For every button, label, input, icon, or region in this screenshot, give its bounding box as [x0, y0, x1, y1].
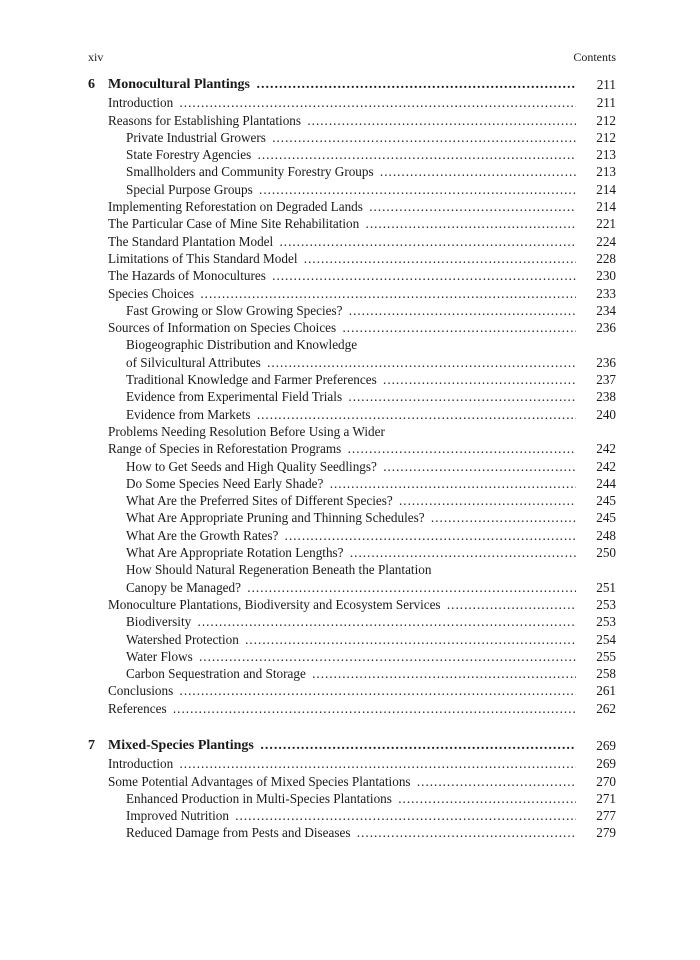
toc-entry[interactable] [88, 807, 616, 824]
toc-entry[interactable] [88, 267, 616, 284]
entry-title [126, 509, 576, 526]
toc-entry[interactable] [88, 579, 616, 596]
entry-title [126, 406, 576, 423]
entry-page-number: 269 [596, 756, 616, 772]
entry-title [126, 648, 576, 665]
entry-title [108, 112, 576, 129]
entry-title-text: of Silvicultural Attributes [126, 354, 261, 370]
entry-title-text: Biogeographic Distribution and Knowledge [126, 337, 358, 353]
toc-entry[interactable] [88, 824, 616, 841]
entry-title [126, 371, 576, 388]
entry-title-text: Water Flows [126, 648, 193, 664]
toc-entry[interactable] [88, 215, 616, 232]
toc-entry[interactable] [88, 129, 616, 146]
entry-title-text: References [108, 700, 167, 716]
entry-title-text: Evidence from Experimental Field Trials [126, 389, 343, 405]
toc-entry[interactable] [88, 665, 616, 682]
entry-page-number: 224 [596, 233, 616, 249]
entry-page-number: 255 [596, 648, 616, 664]
toc-entry[interactable] [88, 181, 616, 198]
entry-title-text: What Are Appropriate Rotation Lengths? [126, 545, 344, 561]
toc-chapter-7 [88, 737, 616, 842]
entry-page-number: 261 [596, 683, 616, 699]
entry-title-text: Evidence from Markets [126, 406, 251, 422]
toc-chapter-heading[interactable] [88, 737, 616, 754]
chapter-number: 6 [88, 77, 95, 92]
toc-entry[interactable] [88, 423, 616, 440]
chapter-number: 7 [88, 737, 95, 753]
entry-title [108, 700, 576, 717]
entry-title-text: The Standard Plantation Model [108, 233, 274, 249]
entry-title [126, 492, 576, 509]
toc-entry[interactable] [88, 492, 616, 509]
entry-page-number: 245 [596, 510, 616, 526]
entry-title [126, 579, 576, 596]
entry-page-number: 279 [596, 825, 616, 841]
toc-entry[interactable] [88, 285, 616, 302]
toc-entry[interactable] [88, 648, 616, 665]
running-head: Contents [573, 50, 616, 64]
entry-title-text: Improved Nutrition [126, 808, 229, 824]
page-header [88, 50, 616, 66]
entry-title-text: Range of Species in Reforestation Programs [108, 441, 342, 457]
toc-entry[interactable] [88, 509, 616, 526]
entry-page-number: 277 [596, 808, 616, 824]
toc-entry[interactable] [88, 596, 616, 613]
entry-title-text: Introduction [108, 756, 174, 772]
page-number: xiv [88, 50, 104, 64]
entry-page-number: 270 [596, 773, 616, 789]
entry-title-text: Canopy be Managed? [126, 579, 241, 595]
entry-page-number: 258 [596, 666, 616, 682]
toc-entry[interactable] [88, 527, 616, 544]
entry-title [126, 336, 576, 353]
entry-title-text: Reduced Damage from Pests and Diseases [126, 825, 351, 841]
entry-title-text: What Are the Growth Rates? [126, 527, 279, 543]
entry-title-text: Biodiversity [126, 614, 192, 630]
entry-title [126, 181, 576, 198]
entry-title [108, 596, 576, 613]
entry-page-number: 250 [596, 545, 616, 561]
entry-page-number: 213 [596, 164, 616, 180]
entry-title-text: Reasons for Establishing Plantations [108, 112, 302, 128]
entry-page-number: 212 [596, 112, 616, 128]
entry-title [108, 682, 576, 699]
entry-title-text: Monocultural Plantings [108, 77, 250, 92]
entry-title [126, 631, 576, 648]
entry-title-text: Mixed-Species Plantings [108, 737, 254, 753]
entry-page-number: 236 [596, 354, 616, 370]
entry-title [108, 250, 576, 267]
entry-title [108, 737, 576, 754]
entry-page-number: 269 [596, 737, 616, 753]
entry-title-text: Do Some Species Need Early Shade? [126, 475, 324, 491]
entry-title [126, 544, 576, 561]
entry-title [108, 76, 576, 93]
entry-title-text: How to Get Seeds and High Quality Seedlings? [126, 458, 377, 474]
entry-title [126, 824, 576, 841]
toc-chapter-heading[interactable] [88, 76, 616, 93]
entry-page-number: 262 [596, 700, 616, 716]
entry-title-text: Special Purpose Groups [126, 181, 253, 197]
toc-entry[interactable] [88, 163, 616, 180]
entry-title-text: Limitations of This Standard Model [108, 250, 298, 266]
toc-entry[interactable] [88, 475, 616, 492]
toc-entry[interactable] [88, 440, 616, 457]
entry-page-number: 238 [596, 389, 616, 405]
entry-page-number: 228 [596, 250, 616, 266]
toc-entry[interactable] [88, 250, 616, 267]
entry-title-text: The Particular Case of Mine Site Rehabilitation [108, 216, 360, 232]
toc-entry[interactable] [88, 198, 616, 215]
entry-page-number: 236 [596, 320, 616, 336]
entry-title [108, 198, 576, 215]
entry-title [108, 267, 576, 284]
entry-title-text: Sources of Information on Species Choices [108, 320, 337, 336]
toc-entry[interactable] [88, 388, 616, 405]
entry-title [108, 423, 576, 440]
entry-title [126, 561, 576, 578]
entry-title-text: Species Choices [108, 285, 195, 301]
toc-entry[interactable] [88, 319, 616, 336]
entry-page-number: 211 [596, 77, 616, 92]
entry-title-text: Private Industrial Growers [126, 129, 266, 145]
entry-title-text: Enhanced Production in Multi-Species Plantations [126, 790, 392, 806]
entry-page-number: 248 [596, 527, 616, 543]
entry-title-text: Monoculture Plantations, Biodiversity and Ecosystem Services [108, 596, 441, 612]
entry-title [108, 755, 576, 772]
toc-entry[interactable] [88, 371, 616, 388]
entry-title-text: State Forestry Agencies [126, 147, 252, 163]
entry-title-text: Traditional Knowledge and Farmer Preferences [126, 372, 377, 388]
toc-entry[interactable] [88, 613, 616, 630]
entry-page-number: 251 [596, 579, 616, 595]
entry-title [126, 665, 576, 682]
entry-title-text: The Hazards of Monocultures [108, 268, 266, 284]
entry-page-number: 253 [596, 614, 616, 630]
entry-title-text: Watershed Protection [126, 631, 239, 647]
entry-title [108, 215, 576, 232]
entry-title-text: Introduction [108, 95, 174, 111]
toc-entry[interactable] [88, 682, 616, 699]
entry-page-number: 213 [596, 147, 616, 163]
entry-page-number: 211 [596, 95, 616, 111]
entry-title-text: Conclusions [108, 683, 174, 699]
toc-chapter-6 [88, 76, 616, 717]
entry-title [108, 285, 576, 302]
entry-title [126, 527, 576, 544]
toc-entry[interactable] [88, 773, 616, 790]
toc-entry[interactable] [88, 233, 616, 250]
toc-entry[interactable] [88, 94, 616, 111]
entry-title-text: What Are Appropriate Pruning and Thinning Schedules? [126, 510, 425, 526]
toc-entry[interactable] [88, 146, 616, 163]
toc-entry[interactable] [88, 790, 616, 807]
entry-title-text: What Are the Preferred Sites of Different Species? [126, 493, 393, 509]
entry-page-number: 253 [596, 596, 616, 612]
entry-title [126, 613, 576, 630]
entry-page-number: 245 [596, 493, 616, 509]
entry-title [126, 807, 576, 824]
entry-page-number: 221 [596, 216, 616, 232]
entry-title [108, 440, 576, 457]
entry-title [126, 790, 576, 807]
toc-entry[interactable] [88, 302, 616, 319]
toc-entry[interactable] [88, 336, 616, 353]
entry-title [108, 319, 576, 336]
toc-entry[interactable] [88, 755, 616, 772]
entry-title-text: Fast Growing or Slow Growing Species? [126, 302, 343, 318]
entry-title-text: Implementing Reforestation on Degraded Lands [108, 199, 363, 215]
entry-page-number: 237 [596, 372, 616, 388]
entry-page-number: 271 [596, 790, 616, 806]
entry-title [126, 163, 576, 180]
entry-title-text: How Should Natural Regeneration Beneath the Plantation [126, 562, 432, 578]
entry-page-number: 234 [596, 302, 616, 318]
entry-title [126, 302, 576, 319]
entry-title [126, 388, 576, 405]
entry-title [126, 129, 576, 146]
entry-title-text: Smallholders and Community Forestry Groups [126, 164, 374, 180]
entry-title [126, 354, 576, 371]
entry-title [126, 146, 576, 163]
entry-page-number: 230 [596, 268, 616, 284]
entry-title [108, 94, 576, 111]
entry-title-text: Carbon Sequestration and Storage [126, 666, 306, 682]
entry-page-number: 233 [596, 285, 616, 301]
entry-page-number: 212 [596, 129, 616, 145]
entry-page-number: 214 [596, 199, 616, 215]
toc-entry[interactable] [88, 458, 616, 475]
table-of-contents [88, 76, 616, 862]
entry-page-number: 240 [596, 406, 616, 422]
entry-page-number: 242 [596, 458, 616, 474]
entry-title-text: Some Potential Advantages of Mixed Species Plantations [108, 773, 411, 789]
toc-entry[interactable] [88, 544, 616, 561]
entry-title [126, 458, 576, 475]
entry-title [126, 475, 576, 492]
toc-entry[interactable] [88, 700, 616, 717]
entry-title [108, 233, 576, 250]
entry-page-number: 254 [596, 631, 616, 647]
entry-title [108, 773, 576, 790]
entry-page-number: 242 [596, 441, 616, 457]
entry-title-text: Problems Needing Resolution Before Using a Wider [108, 423, 385, 439]
toc-entry[interactable] [88, 631, 616, 648]
entry-page-number: 244 [596, 475, 616, 491]
entry-page-number: 214 [596, 181, 616, 197]
toc-entry[interactable] [88, 406, 616, 423]
toc-entry[interactable] [88, 112, 616, 129]
toc-entry[interactable] [88, 561, 616, 578]
toc-entry[interactable] [88, 354, 616, 371]
